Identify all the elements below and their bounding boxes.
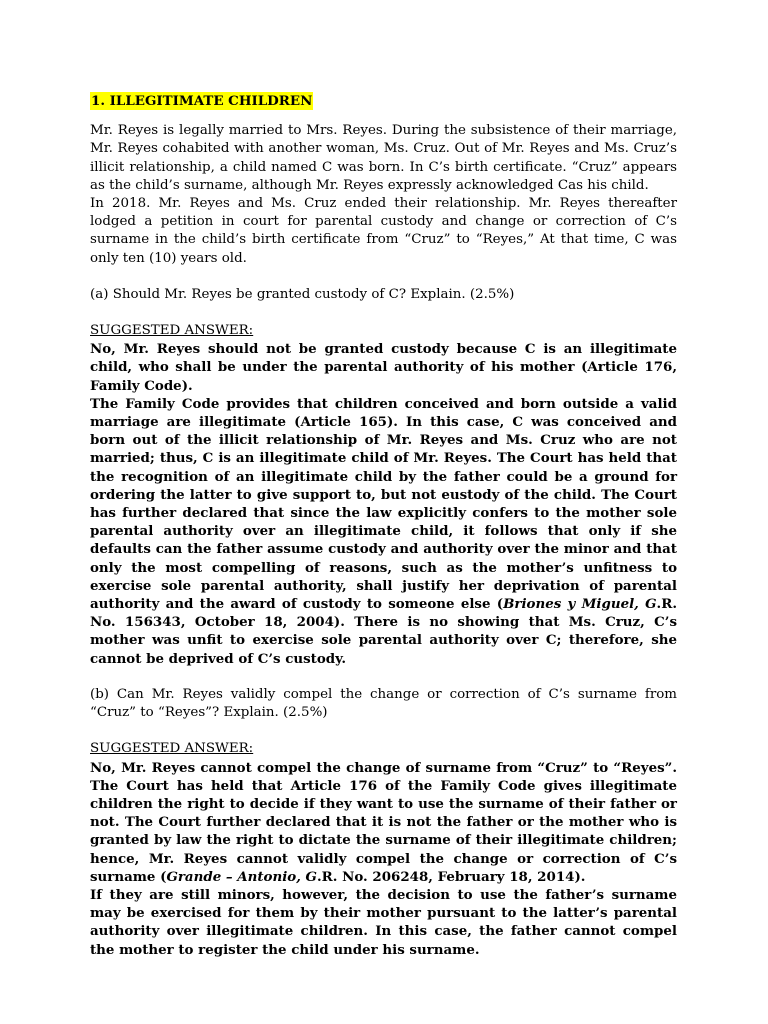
answer-b-text-end: .R. No. 206248, February 18, 2014). [317,868,586,885]
answer-b-text: No, Mr. Reyes cannot compel the change of surname from “Cruz” to “Reyes”. The Court has held that Article 176 of the Family Code gives illegitimate children the right to decide if they want to use the surname of their father or not. The Court further declared that it is not the father or the mother who is granted by law the right to dictate the surname of their illegitimate children; hence, Mr. Reyes cannot validly compel the change or correction of C’s surname ( [90,759,677,885]
answer-a-text: The Family Code provides that children conceived and born outside a valid marriage are illegitimate (Article 165). In this case, C was conceived and born out of the illicit relationship of Mr. Reyes and Ms. Cruz who are not married; thus, C is an illegitimate child of Mr. Reyes. The Court has held that the recognition of an illegitimate child by the father could be a ground for ordering the latter to give support to, but not eustody of the child. The Court has further declared that since the law explicitly confers to the mother sole parental authority over an illegitimate child, it follows that only if she defaults can the father assume custody and authority over the minor and that only the most compelling of reasons, such as the mother’s unfitness to exercise sole parental authority, shall justify her deprivation of parental authority and the award of custody to someone else ( [90,395,677,613]
suggested-answer-label-text: SUGGESTED ANSWER: [90,323,254,339]
suggested-answer-label-b [90,740,677,758]
question-b: (b) Can Mr. Reyes validly compel the change or correction of C’s surname from “Cruz” to “Reyes”? Explain. (2.5%) [90,686,677,721]
document-page [90,92,677,959]
answer-a-paragraph-2 [90,395,677,668]
answer-a-text-end: .R. No. 156343, October 18, 2004). There is no showing that Ms. Cruz, C’s mother was unfit to exercise sole parental authority over C; therefore, she cannot be deprived of C’s custody. [90,596,677,667]
case-citation-grande: Grande – Antonio, G [166,868,317,885]
suggested-answer-label-text: SUGGESTED ANSWER: [90,741,254,757]
answer-b-paragraph-1 [90,759,677,886]
answer-b-paragraph-2: If they are still minors, however, the decision to use the father’s surname may be exercised for them by their mother pursuant to the latter’s parental authority over illegitimate children. In this case, the father cannot compel the mother to register the child under his surname. [90,886,677,958]
facts-paragraph-1: Mr. Reyes is legally married to Mrs. Reyes. During the subsistence of their marriage, Mr. Reyes cohabited with another woman, Ms. Cruz. Out of Mr. Reyes and Ms. Cruz’s illicit relationship, a child named C was born. In C’s birth certificate. “Cruz” appears as the child’s surname, although Mr. Reyes expressly acknowledged Cas his child. [90,123,677,193]
question-a: (a) Should Mr. Reyes be granted custody of C? Explain. (2.5%) [90,286,515,302]
section-heading: 1. ILLEGITIMATE CHILDREN [91,93,313,109]
case-citation-briones: Briones y Miguel, G [503,596,657,613]
answer-a-paragraph-1: No, Mr. Reyes should not be granted custody because C is an illegitimate child, who shall be under the parental authority of his mother (Article 176, Family Code). [90,341,677,394]
suggested-answer-label-a [90,322,677,340]
facts-paragraph-2: In 2018. Mr. Reyes and Ms. Cruz ended their relationship. Mr. Reyes thereafter lodged a petition in court for parental custody and change or correction of C’s surname in the child’s birth certificate from “Cruz” to “Reyes,” At that time, C was only ten (10) years old. [90,196,677,266]
